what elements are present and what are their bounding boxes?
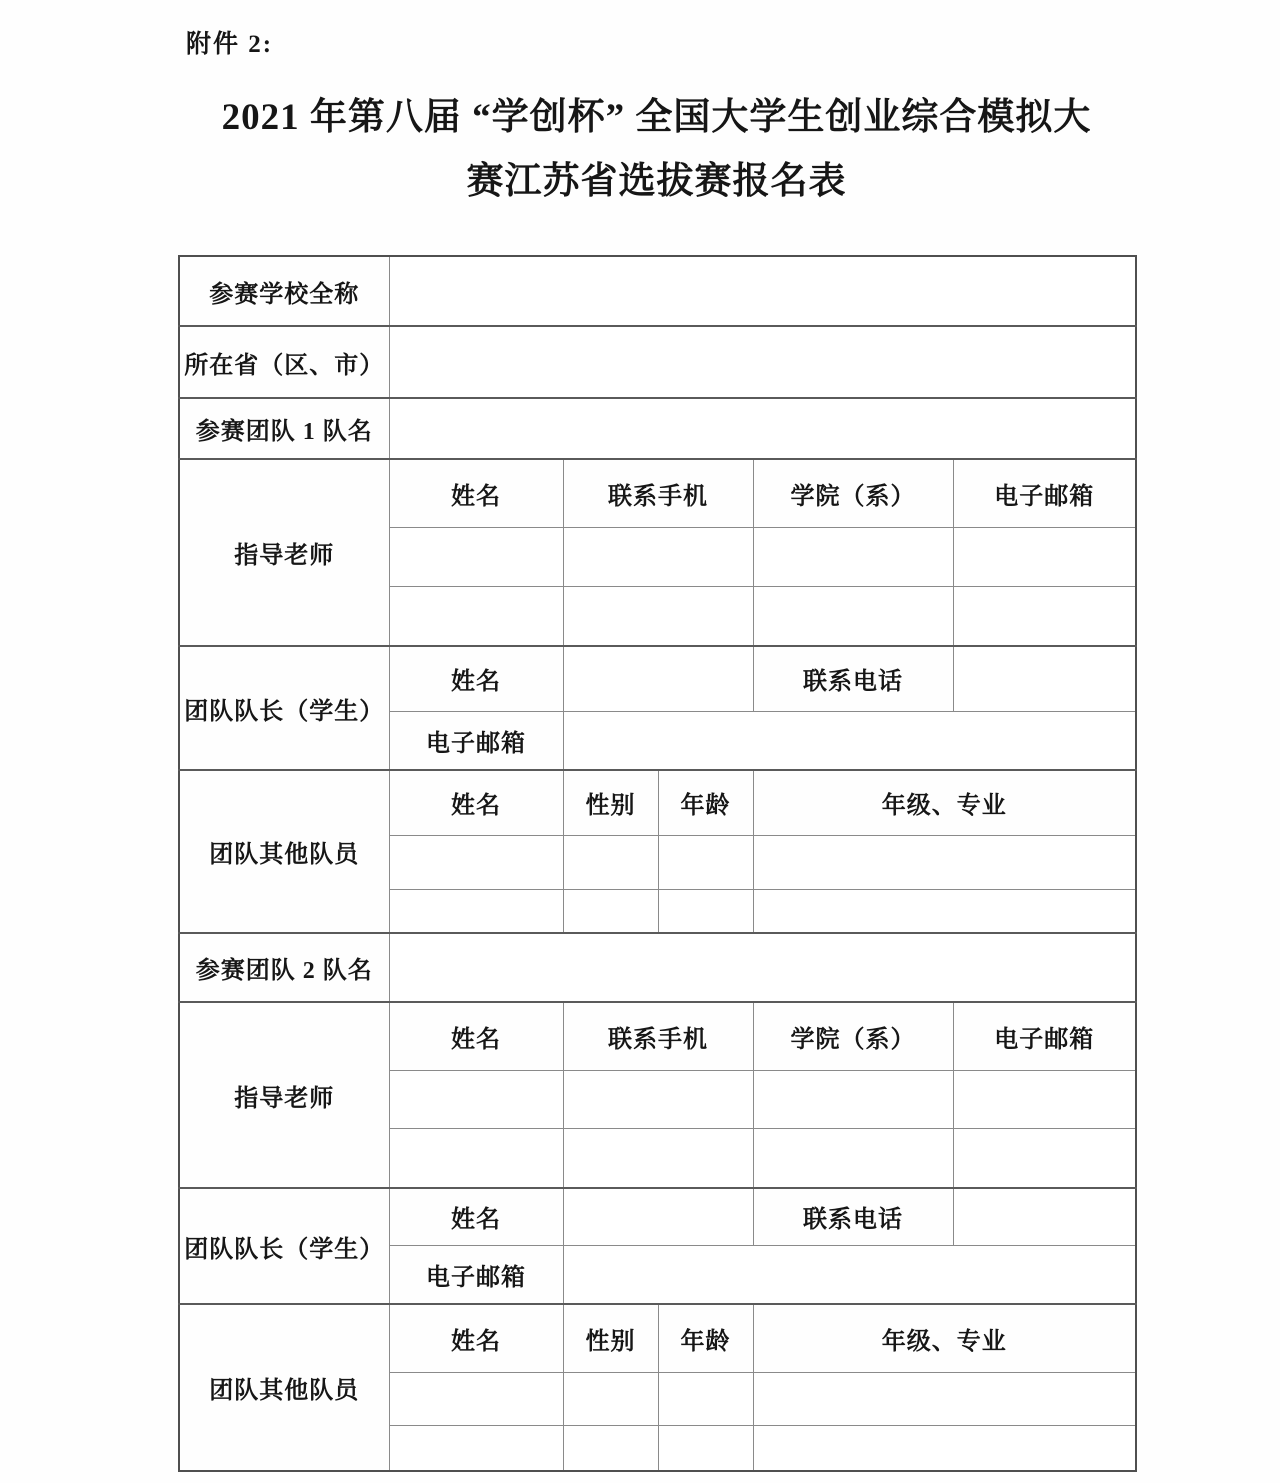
table-row — [179, 398, 1136, 459]
team1-advisor-label: 指导老师 — [179, 459, 389, 646]
team1-advisor2-name-cell[interactable] — [389, 586, 563, 646]
team2-name-label: 参赛团队 2 队名 — [179, 933, 389, 1002]
team2-member2-age-cell[interactable] — [658, 1425, 753, 1471]
team1-advisor2-mobile-cell[interactable] — [563, 586, 753, 646]
team1-captain-name-cell[interactable] — [563, 646, 753, 711]
team2-members-grade-major-header: 年级、专业 — [753, 1304, 1136, 1372]
team1-member2-grade-major-cell[interactable] — [753, 889, 1136, 933]
province-label: 所在省（区、市） — [179, 326, 389, 398]
table-row — [179, 326, 1136, 398]
team2-advisor-college-header: 学院（系） — [753, 1002, 953, 1070]
team1-member1-age-cell[interactable] — [658, 835, 753, 889]
team2-captain-name-header: 姓名 — [389, 1188, 563, 1245]
table-row — [179, 933, 1136, 1002]
team2-advisor2-email-cell[interactable] — [953, 1128, 1136, 1188]
table-row — [179, 459, 1136, 527]
team2-captain-label: 团队队长（学生） — [179, 1188, 389, 1304]
team1-advisor1-mobile-cell[interactable] — [563, 527, 753, 586]
team2-captain-name-cell[interactable] — [563, 1188, 753, 1245]
province-input-cell[interactable] — [389, 326, 1136, 398]
team1-captain-label: 团队队长（学生） — [179, 646, 389, 770]
team1-members-label: 团队其他队员 — [179, 770, 389, 933]
team2-members-gender-header: 性别 — [563, 1304, 658, 1372]
registration-form-table — [178, 255, 1137, 1472]
team1-advisor-name-header: 姓名 — [389, 459, 563, 527]
table-row — [179, 1188, 1136, 1245]
team1-advisor-college-header: 学院（系） — [753, 459, 953, 527]
team2-member2-gender-cell[interactable] — [563, 1425, 658, 1471]
team2-advisor2-mobile-cell[interactable] — [563, 1128, 753, 1188]
team1-member1-grade-major-cell[interactable] — [753, 835, 1136, 889]
team1-member1-name-cell[interactable] — [389, 835, 563, 889]
team2-advisor2-college-cell[interactable] — [753, 1128, 953, 1188]
team2-member2-name-cell[interactable] — [389, 1425, 563, 1471]
team1-captain-name-header: 姓名 — [389, 646, 563, 711]
document-title — [178, 86, 1135, 214]
team1-members-grade-major-header: 年级、专业 — [753, 770, 1136, 835]
team2-member1-gender-cell[interactable] — [563, 1372, 658, 1425]
team1-advisor-email-header: 电子邮箱 — [953, 459, 1136, 527]
team1-name-input-cell[interactable] — [389, 398, 1136, 459]
team2-member1-name-cell[interactable] — [389, 1372, 563, 1425]
team1-captain-phone-header: 联系电话 — [753, 646, 953, 711]
team2-name-input-cell[interactable] — [389, 933, 1136, 1002]
team1-members-gender-header: 性别 — [563, 770, 658, 835]
team2-captain-email-cell[interactable] — [563, 1245, 1136, 1304]
team2-advisor1-name-cell[interactable] — [389, 1070, 563, 1128]
team1-advisor1-email-cell[interactable] — [953, 527, 1136, 586]
team1-advisor2-email-cell[interactable] — [953, 586, 1136, 646]
team1-captain-email-cell[interactable] — [563, 711, 1136, 770]
team2-captain-phone-header: 联系电话 — [753, 1188, 953, 1245]
team2-member2-grade-major-cell[interactable] — [753, 1425, 1136, 1471]
title-line-1: 2021 年第八届 “学创杯” 全国大学生创业综合模拟大 — [221, 97, 1092, 138]
team2-member1-grade-major-cell[interactable] — [753, 1372, 1136, 1425]
team1-advisor2-college-cell[interactable] — [753, 586, 953, 646]
team2-captain-email-header: 电子邮箱 — [389, 1245, 563, 1304]
team2-advisor-name-header: 姓名 — [389, 1002, 563, 1070]
team2-advisor2-name-cell[interactable] — [389, 1128, 563, 1188]
table-row — [179, 1002, 1136, 1070]
table-row — [179, 256, 1136, 326]
team2-members-label: 团队其他队员 — [179, 1304, 389, 1471]
team2-advisor1-college-cell[interactable] — [753, 1070, 953, 1128]
team2-advisor-email-header: 电子邮箱 — [953, 1002, 1136, 1070]
team1-advisor-mobile-header: 联系手机 — [563, 459, 753, 527]
team2-advisor-label: 指导老师 — [179, 1002, 389, 1188]
team2-advisor1-email-cell[interactable] — [953, 1070, 1136, 1128]
team2-members-name-header: 姓名 — [389, 1304, 563, 1372]
team1-captain-phone-cell[interactable] — [953, 646, 1136, 711]
school-name-input-cell[interactable] — [389, 256, 1136, 326]
table-row — [179, 646, 1136, 711]
table-row — [179, 770, 1136, 835]
team2-advisor1-mobile-cell[interactable] — [563, 1070, 753, 1128]
school-name-label: 参赛学校全称 — [179, 256, 389, 326]
team1-captain-email-header: 电子邮箱 — [389, 711, 563, 770]
table-row — [179, 1304, 1136, 1372]
team1-members-name-header: 姓名 — [389, 770, 563, 835]
team2-captain-phone-cell[interactable] — [953, 1188, 1136, 1245]
title-line-2: 赛江苏省选拔赛报名表 — [466, 161, 847, 202]
team1-name-label: 参赛团队 1 队名 — [179, 398, 389, 459]
team1-member2-gender-cell[interactable] — [563, 889, 658, 933]
team1-member2-name-cell[interactable] — [389, 889, 563, 933]
team2-members-age-header: 年龄 — [658, 1304, 753, 1372]
team1-member1-gender-cell[interactable] — [563, 835, 658, 889]
attachment-label: 附件 2: — [186, 31, 274, 58]
team2-member1-age-cell[interactable] — [658, 1372, 753, 1425]
team1-advisor1-college-cell[interactable] — [753, 527, 953, 586]
team1-members-age-header: 年龄 — [658, 770, 753, 835]
team1-advisor1-name-cell[interactable] — [389, 527, 563, 586]
team2-advisor-mobile-header: 联系手机 — [563, 1002, 753, 1070]
team1-member2-age-cell[interactable] — [658, 889, 753, 933]
